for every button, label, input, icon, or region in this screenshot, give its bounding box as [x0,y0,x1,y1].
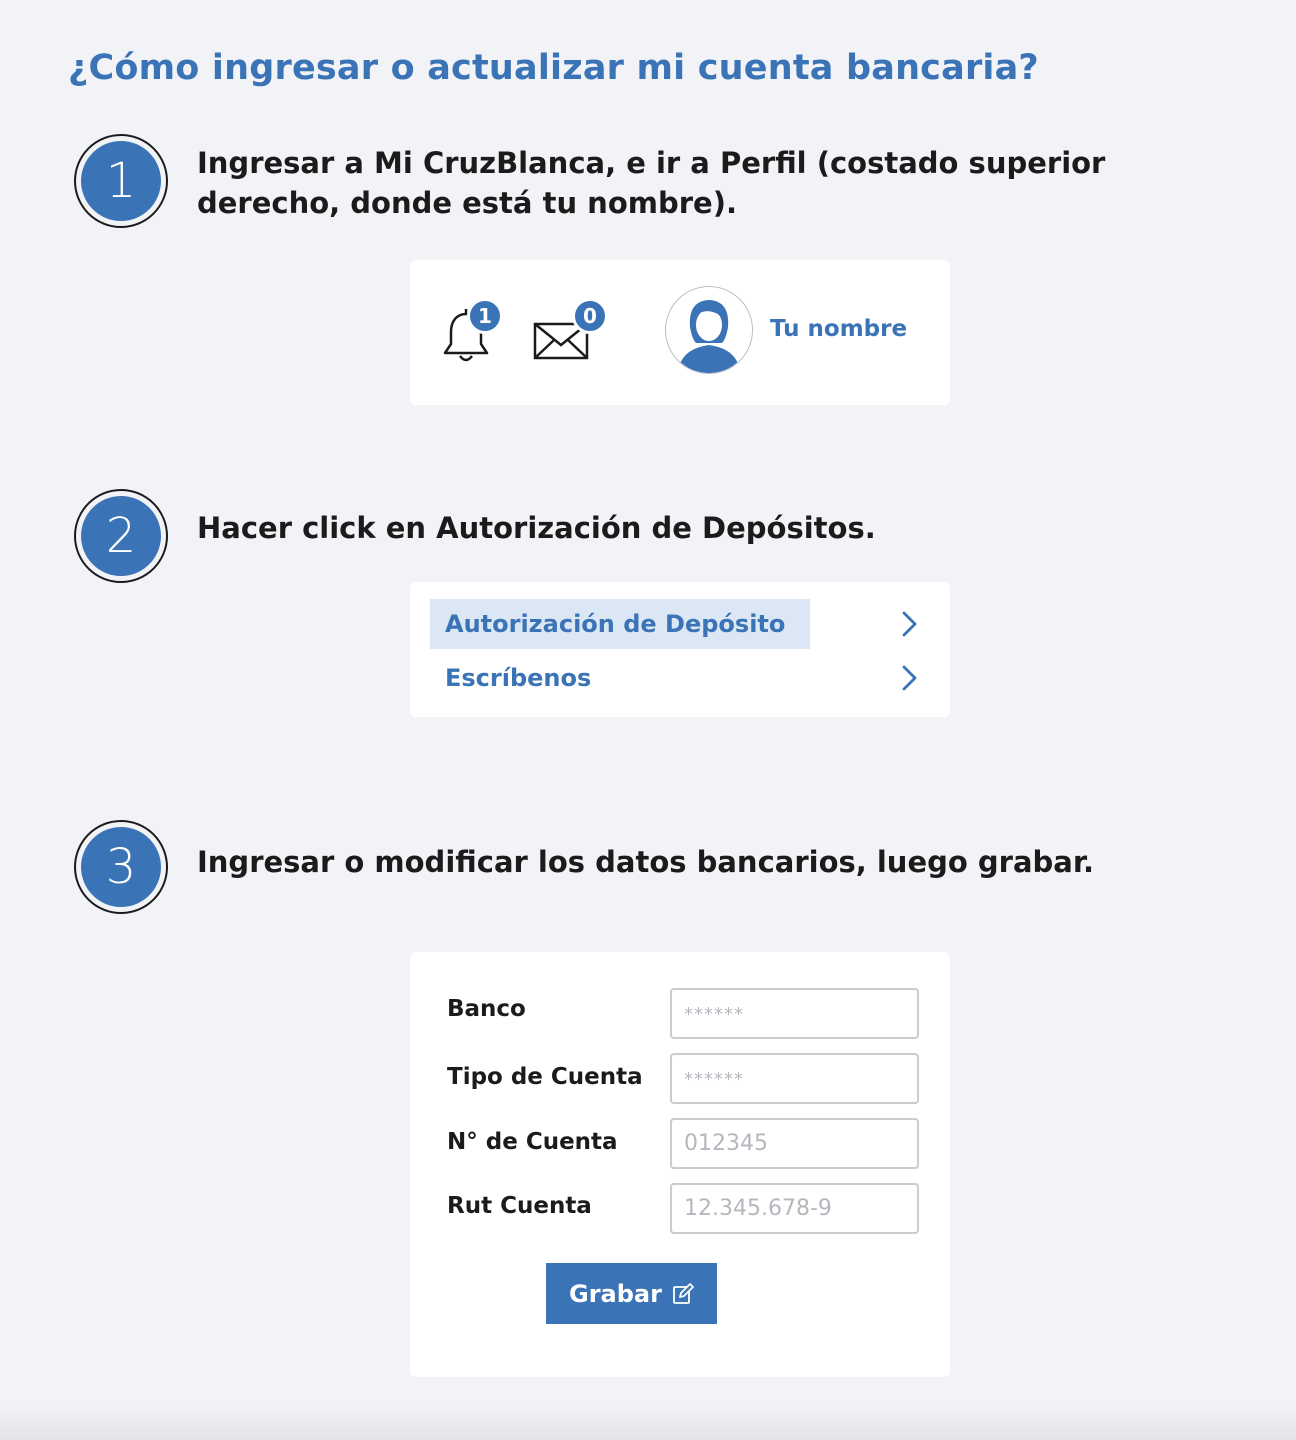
menu-item-autorizacion-deposito[interactable] [430,599,920,649]
step-number: 3 [81,827,161,907]
messages-button[interactable] [532,298,612,368]
step-1-text [197,143,1105,223]
numero-cuenta-input[interactable] [670,1118,919,1169]
menu-card [410,582,950,717]
bottom-shade [0,1402,1296,1440]
step-number: 2 [81,496,161,576]
edit-icon [672,1283,694,1305]
chevron-right-icon [900,664,920,692]
step-2-text: Hacer click en Autorización de Depósitos. [197,511,876,545]
step-1-badge [74,134,168,228]
avatar[interactable] [665,286,753,374]
notifications-button[interactable] [440,298,510,368]
step-3-text: Ingresar o modificar los datos bancarios, luego grabar. [197,845,1095,879]
rut-cuenta-label: Rut Cuenta [447,1193,592,1219]
step-3-badge [74,820,168,914]
chevron-right-icon [900,610,920,638]
save-button-label: Grabar [569,1279,662,1308]
user-name-link[interactable]: Tu nombre [770,316,908,342]
notifications-count-badge: 1 [467,298,503,334]
step-2-badge [74,489,168,583]
banco-input[interactable] [670,988,919,1039]
menu-item-escribenos[interactable] [430,653,920,703]
tipo-cuenta-input[interactable] [670,1053,919,1104]
step-1-text-line-2: derecho, donde está tu nombre). [197,186,737,220]
header-preview-card [410,260,950,405]
menu-item-label: Autorización de Depósito [445,610,786,638]
messages-count-badge: 0 [572,298,608,334]
step-1-text-line-1: Ingresar a Mi CruzBlanca, e ir a Perfil (costado superior [197,146,1106,180]
menu-item-label: Escríbenos [445,664,592,692]
tipo-cuenta-label: Tipo de Cuenta [447,1064,643,1090]
bank-form-card [410,952,950,1377]
step-number: 1 [81,141,161,221]
user-avatar-icon [666,287,752,373]
numero-cuenta-label: N° de Cuenta [447,1129,618,1155]
rut-cuenta-input[interactable] [670,1183,919,1234]
page-title: ¿Cómo ingresar o actualizar mi cuenta bancaria? [68,48,1039,88]
banco-label: Banco [447,996,526,1022]
save-button[interactable] [546,1263,717,1324]
